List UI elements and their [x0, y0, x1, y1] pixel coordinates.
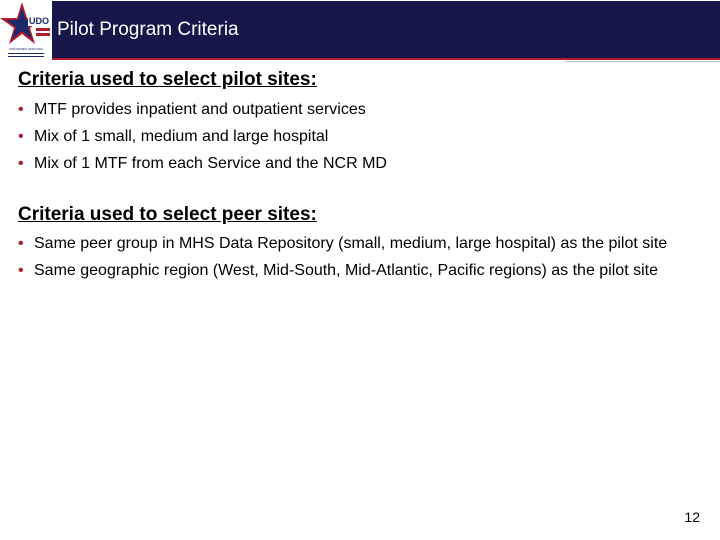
logo-caption: UNIFORMED SERVICES: [8, 47, 44, 51]
bullet-icon: •: [18, 262, 24, 279]
list-item-text: Same peer group in MHS Data Repository (small, medium, large hospital) as the pilot site: [34, 235, 668, 252]
slide-header: [0, 0, 720, 58]
udo-logo: [0, 0, 52, 60]
list-item-text: MTF provides inpatient and outpatient services: [34, 101, 366, 118]
bullet-icon: •: [18, 155, 24, 172]
bullet-icon: •: [18, 128, 24, 145]
bullet-list: [18, 234, 708, 281]
divider: [565, 61, 720, 62]
bullet-list: [18, 101, 708, 173]
list-item: [18, 128, 708, 146]
section-title: Criteria used to select pilot sites:: [18, 69, 317, 90]
list-item: [18, 101, 708, 119]
list-item: [18, 234, 708, 254]
bullet-icon: •: [18, 101, 24, 118]
list-item: [18, 261, 708, 281]
page-title: Pilot Program Criteria: [57, 19, 239, 40]
page-number: 12: [684, 509, 700, 525]
bullet-icon: •: [18, 235, 24, 252]
header-accent-line: [0, 58, 720, 60]
list-item-text: Mix of 1 MTF from each Service and the NCR MD: [34, 155, 387, 172]
list-item-text: Mix of 1 small, medium and large hospital: [34, 128, 329, 145]
list-item: [18, 155, 708, 173]
logo-text: UDO: [29, 16, 49, 26]
list-item-text: Same geographic region (West, Mid-South, Mid-Atlantic, Pacific regions) as the pilot site: [34, 262, 658, 279]
peer-criteria-section: [18, 203, 708, 281]
pilot-criteria-section: [18, 68, 708, 173]
section-title: Criteria used to select peer sites:: [18, 204, 317, 225]
star-logo-icon: [0, 0, 52, 60]
